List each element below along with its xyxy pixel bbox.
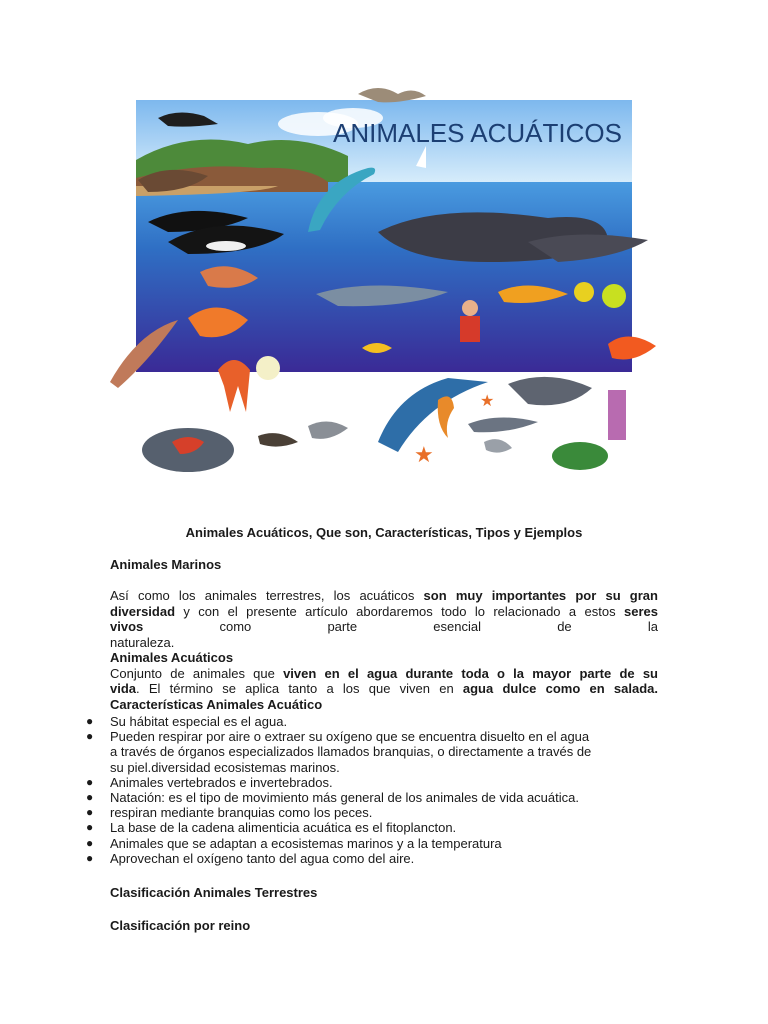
bullet-icon: ●: [86, 714, 94, 728]
list-item-text: Animales que se adaptan a ecosistemas marinos y a la temperatura: [110, 835, 502, 851]
tube-coral-icon: [608, 390, 626, 440]
pufferfish-icon: [256, 356, 280, 380]
turtle-icon: [552, 442, 608, 470]
bullet-icon: ●: [86, 835, 94, 850]
bold-run: vida: [110, 681, 137, 696]
manatee-icon: [508, 377, 592, 405]
bullet-icon: ●: [86, 790, 94, 805]
stingray-icon: [484, 439, 512, 452]
list-item-text: Su hábitat especial es el agua.: [110, 714, 288, 729]
jellyfish-icon: [218, 360, 250, 412]
bold-run: diversidad: [110, 603, 176, 619]
bullet-icon: ●: [86, 820, 94, 835]
stingray-icon: [308, 421, 348, 438]
list-item-text: respiran mediante branquias como los peces.: [110, 805, 373, 821]
sea-urchin-icon: [602, 284, 626, 308]
list-item: [86, 836, 666, 851]
list-item-text: a través de órganos especializados llamados branquias, o directamente a través de: [110, 744, 592, 760]
diver-icon: [462, 300, 478, 316]
text-run: Conjunto de animales que: [110, 665, 284, 681]
bullet-icon: ●: [86, 729, 94, 744]
bullet-icon: ●: [86, 805, 94, 820]
bold-run: vivos: [110, 619, 144, 634]
illustration-svg: [108, 82, 668, 482]
heading-animales-marinos: Animales Marinos: [110, 557, 222, 572]
paragraph-line: [110, 604, 658, 620]
heading-caracteristicas: Características Animales Acuático: [110, 696, 323, 712]
starfish-icon: ★: [414, 443, 434, 468]
list-item-text: La base de la cadena alimenticia acuática es el fitoplancton.: [110, 820, 457, 836]
diver-body: [460, 316, 480, 342]
list-item: [86, 851, 666, 866]
list-item-text: su piel.diversidad ecosistemas marinos.: [110, 759, 340, 775]
list-item: [86, 714, 666, 729]
list-item: [86, 790, 666, 805]
paragraph-line: [110, 697, 658, 713]
bullet-icon: ●: [86, 850, 94, 865]
list-item: [86, 729, 666, 775]
starfish-icon: ★: [480, 391, 495, 410]
document-title: Animales Acuáticos, Que son, Características, Tipos y Ejemplos: [185, 525, 583, 540]
aquatic-animals-illustration: [108, 82, 668, 482]
sea-urchin-icon: [574, 282, 594, 302]
text-run: . El término se aplica tanto a los que viven en: [136, 681, 463, 696]
heading-clasificacion: Clasificación Animales Terrestres: [110, 885, 318, 900]
bold-run: seres: [624, 603, 658, 619]
heading-animales-acuaticos: Animales Acuáticos: [110, 650, 234, 665]
text-run: Así como los animales terrestres, los acuáticos: [110, 588, 424, 603]
list-item-text: Natación: es el tipo de movimiento más general de los animales de vida acuática.: [110, 790, 579, 806]
otter-icon: [258, 433, 298, 446]
text-run: como parte esencial de la naturaleza.: [110, 619, 658, 650]
list-item-text: Pueden respirar por aire o extraer su oxígeno que se encuentra disuelto en el agua: [110, 729, 590, 745]
list-item: [86, 820, 666, 835]
list-item-text: Aprovechan el oxígeno tanto del agua como del aire.: [110, 850, 415, 866]
text-run: y con el presente artículo abordaremos todo lo relacionado a estos: [175, 603, 625, 619]
bullet-icon: ●: [86, 774, 94, 789]
paragraph-line: [110, 681, 658, 697]
list-item: [86, 775, 666, 790]
paragraph-intro: [110, 588, 658, 712]
list-item-text: Animales vertebrados e invertebrados.: [110, 774, 333, 790]
bold-run: agua dulce como en salada.: [462, 681, 658, 696]
seahorse-icon: [438, 396, 454, 438]
bold-run: son muy importantes por su gran: [423, 588, 658, 603]
paragraph-line: [110, 619, 658, 650]
dolphin-icon: [468, 417, 538, 432]
orca-belly: [206, 241, 246, 251]
clownfish-icon: [608, 336, 656, 359]
illustration-title: ANIMALES ACUÁTICOS: [333, 118, 622, 148]
paragraph-line: [110, 666, 658, 682]
paragraph-line: [110, 588, 658, 604]
list-item: [86, 805, 666, 820]
paragraph-line: [110, 650, 658, 666]
bold-run: viven en el agua durante toda o la mayor parte de su: [283, 665, 658, 681]
marlin-icon: [378, 378, 488, 452]
heading-clasificacion-reino: Clasificación por reino: [110, 918, 251, 933]
characteristics-list: [86, 714, 666, 866]
